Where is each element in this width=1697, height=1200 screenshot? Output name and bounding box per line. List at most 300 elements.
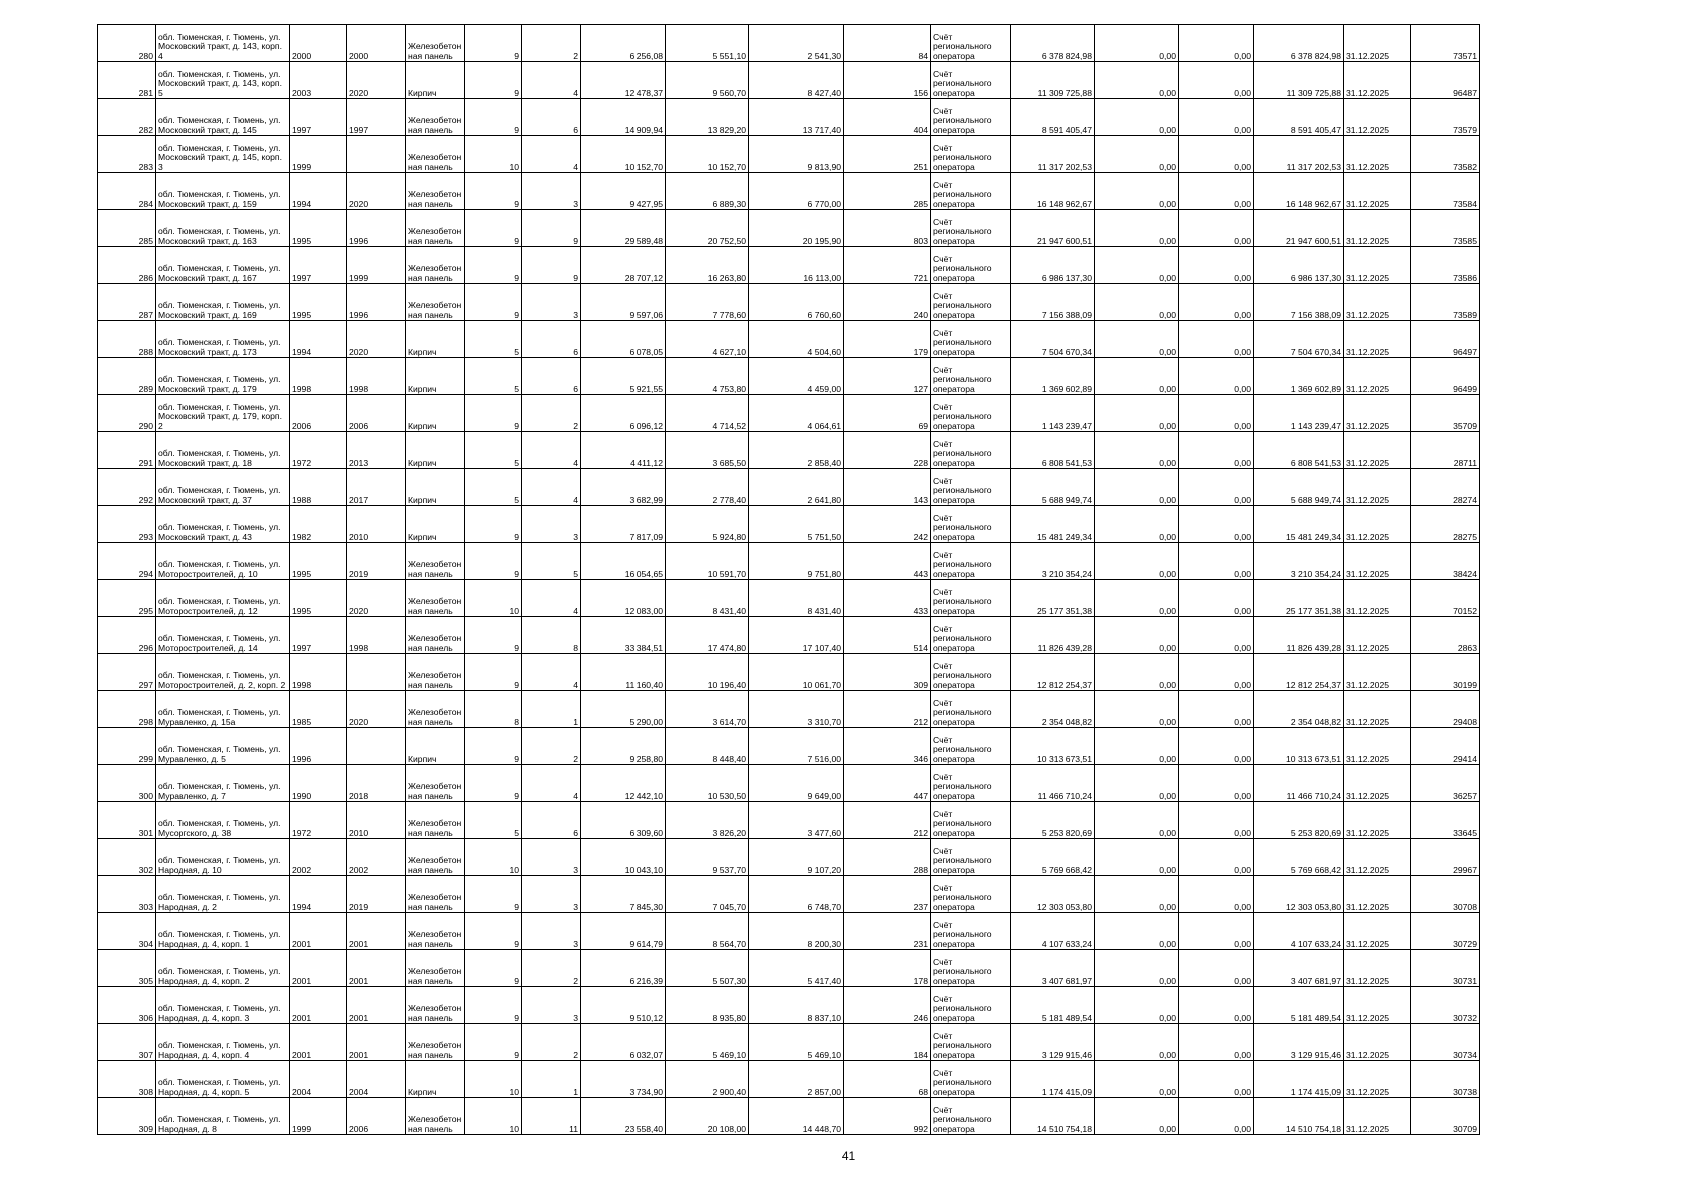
cell-residents: 127: [844, 358, 931, 395]
cell-year-commissioned: 2020: [347, 321, 406, 358]
cell-cost-municipal: 0,00: [1095, 728, 1179, 765]
cell-address: обл. Тюменская, г. Тюмень, ул. Народная, д. 4, корп. 4: [156, 1024, 290, 1061]
cell-cost-other: 0,00: [1179, 691, 1254, 728]
cell-total-area: 29 589,48: [581, 210, 666, 247]
cell-residents: 285: [844, 173, 931, 210]
cell-row-number: 284: [98, 173, 156, 210]
cell-cost-total: 12 303 053,80: [1011, 876, 1095, 913]
cell-living-area: 7 045,70: [666, 876, 749, 913]
cell-cost-other: 0,00: [1179, 99, 1254, 136]
table-row: [98, 950, 1480, 987]
cell-year-built: 1995: [290, 580, 347, 617]
cell-cost-total: 3 407 681,97: [1011, 950, 1095, 987]
cell-floors: 10: [465, 1098, 522, 1135]
cell-cost-owner: 5 769 668,42: [1254, 839, 1344, 876]
cell-year-built: 2001: [290, 987, 347, 1024]
cell-residential-area: 20 195,90: [749, 210, 844, 247]
cell-deadline-date: 31.12.2025: [1344, 1061, 1411, 1098]
cell-residents: 514: [844, 617, 931, 654]
table-row: [98, 136, 1480, 173]
cell-cost-owner: 6 986 137,30: [1254, 247, 1344, 284]
cell-address: обл. Тюменская, г. Тюмень, ул. Московский тракт, д. 173: [156, 321, 290, 358]
cell-year-built: 1982: [290, 506, 347, 543]
cell-floors: 9: [465, 99, 522, 136]
cell-year-built: 1996: [290, 728, 347, 765]
cell-deadline-date: 31.12.2025: [1344, 1024, 1411, 1061]
cell-living-area: 5 551,10: [666, 25, 749, 62]
cell-year-commissioned: [347, 728, 406, 765]
cell-residents: 443: [844, 543, 931, 580]
cell-cost-other: 0,00: [1179, 654, 1254, 691]
cell-house-id: 29967: [1411, 839, 1480, 876]
cell-wall-material: Железобетонная панель: [406, 25, 465, 62]
table-row: [98, 25, 1480, 62]
cell-deadline-date: 31.12.2025: [1344, 617, 1411, 654]
cell-year-commissioned: 1998: [347, 358, 406, 395]
cell-row-number: 295: [98, 580, 156, 617]
cell-cost-municipal: 0,00: [1095, 950, 1179, 987]
cell-cost-municipal: 0,00: [1095, 358, 1179, 395]
cell-residential-area: 8 427,40: [749, 62, 844, 99]
cell-residents: 433: [844, 580, 931, 617]
cell-residents: 231: [844, 913, 931, 950]
cell-floors: 9: [465, 25, 522, 62]
cell-cost-total: 3 129 915,46: [1011, 1024, 1095, 1061]
cell-cost-municipal: 0,00: [1095, 395, 1179, 432]
cell-house-id: 73585: [1411, 210, 1480, 247]
cell-cost-municipal: 0,00: [1095, 247, 1179, 284]
cell-residential-area: 2 857,00: [749, 1061, 844, 1098]
cell-total-area: 33 384,51: [581, 617, 666, 654]
table-row: [98, 913, 1480, 950]
cell-fund-method: Счёт регионального оператора: [931, 210, 1011, 247]
table-row: [98, 876, 1480, 913]
table-row: [98, 765, 1480, 802]
cell-year-built: 1999: [290, 1098, 347, 1135]
cell-cost-owner: 10 313 673,51: [1254, 728, 1344, 765]
cell-cost-owner: 1 143 239,47: [1254, 395, 1344, 432]
cell-year-commissioned: 2020: [347, 691, 406, 728]
cell-year-commissioned: 2002: [347, 839, 406, 876]
cell-wall-material: Железобетонная панель: [406, 913, 465, 950]
cell-deadline-date: 31.12.2025: [1344, 839, 1411, 876]
cell-entrances: 1: [522, 691, 581, 728]
cell-living-area: 2 778,40: [666, 469, 749, 506]
cell-entrances: 9: [522, 210, 581, 247]
cell-cost-total: 12 812 254,37: [1011, 654, 1095, 691]
cell-cost-other: 0,00: [1179, 506, 1254, 543]
cell-year-commissioned: 2020: [347, 580, 406, 617]
cell-floors: 9: [465, 617, 522, 654]
cell-cost-other: 0,00: [1179, 62, 1254, 99]
cell-cost-total: 5 181 489,54: [1011, 987, 1095, 1024]
cell-year-built: 1994: [290, 876, 347, 913]
cell-total-area: 5 921,55: [581, 358, 666, 395]
cell-cost-owner: 12 303 053,80: [1254, 876, 1344, 913]
cell-house-id: 70152: [1411, 580, 1480, 617]
cell-floors: 9: [465, 950, 522, 987]
cell-cost-total: 5 769 668,42: [1011, 839, 1095, 876]
cell-cost-other: 0,00: [1179, 395, 1254, 432]
cell-address: обл. Тюменская, г. Тюмень, ул. Моторостроителей, д. 10: [156, 543, 290, 580]
cell-fund-method: Счёт регионального оператора: [931, 802, 1011, 839]
cell-fund-method: Счёт регионального оператора: [931, 543, 1011, 580]
table-row: [98, 543, 1480, 580]
cell-cost-municipal: 0,00: [1095, 62, 1179, 99]
cell-year-built: 2002: [290, 839, 347, 876]
cell-living-area: 17 474,80: [666, 617, 749, 654]
cell-residential-area: 2 641,80: [749, 469, 844, 506]
table-row: [98, 839, 1480, 876]
cell-residential-area: 10 061,70: [749, 654, 844, 691]
cell-cost-owner: 25 177 351,38: [1254, 580, 1344, 617]
cell-cost-other: 0,00: [1179, 617, 1254, 654]
cell-cost-municipal: 0,00: [1095, 691, 1179, 728]
cell-wall-material: Кирпич: [406, 506, 465, 543]
cell-entrances: 5: [522, 543, 581, 580]
cell-house-id: 73579: [1411, 99, 1480, 136]
cell-cost-owner: 5 688 949,74: [1254, 469, 1344, 506]
cell-fund-method: Счёт регионального оператора: [931, 284, 1011, 321]
cell-year-commissioned: 2020: [347, 62, 406, 99]
cell-entrances: 1: [522, 1061, 581, 1098]
cell-wall-material: Железобетонная панель: [406, 247, 465, 284]
cell-house-id: 73589: [1411, 284, 1480, 321]
table-row: [98, 284, 1480, 321]
cell-cost-other: 0,00: [1179, 210, 1254, 247]
cell-floors: 9: [465, 247, 522, 284]
cell-cost-owner: 1 174 415,09: [1254, 1061, 1344, 1098]
cell-residents: 992: [844, 1098, 931, 1135]
cell-year-built: 2001: [290, 913, 347, 950]
cell-fund-method: Счёт регионального оператора: [931, 395, 1011, 432]
cell-residents: 240: [844, 284, 931, 321]
cell-address: обл. Тюменская, г. Тюмень, ул. Московский тракт, д. 143, корп. 4: [156, 25, 290, 62]
cell-fund-method: Счёт регионального оператора: [931, 913, 1011, 950]
cell-residents: 143: [844, 469, 931, 506]
cell-cost-other: 0,00: [1179, 469, 1254, 506]
cell-wall-material: Кирпич: [406, 395, 465, 432]
cell-year-built: 2003: [290, 62, 347, 99]
cell-residents: 288: [844, 839, 931, 876]
cell-fund-method: Счёт регионального оператора: [931, 876, 1011, 913]
table-row: [98, 691, 1480, 728]
cell-deadline-date: 31.12.2025: [1344, 543, 1411, 580]
cell-address: обл. Тюменская, г. Тюмень, ул. Муравленко, д. 15а: [156, 691, 290, 728]
cell-wall-material: Железобетонная панель: [406, 543, 465, 580]
cell-floors: 5: [465, 432, 522, 469]
cell-cost-municipal: 0,00: [1095, 580, 1179, 617]
cell-cost-municipal: 0,00: [1095, 25, 1179, 62]
cell-residents: 212: [844, 691, 931, 728]
table-row: [98, 62, 1480, 99]
cell-living-area: 7 778,60: [666, 284, 749, 321]
cell-entrances: 2: [522, 950, 581, 987]
cell-cost-total: 7 504 670,34: [1011, 321, 1095, 358]
register-table: [97, 24, 1480, 1135]
cell-cost-total: 11 309 725,88: [1011, 62, 1095, 99]
cell-floors: 9: [465, 210, 522, 247]
cell-living-area: 10 152,70: [666, 136, 749, 173]
cell-fund-method: Счёт регионального оператора: [931, 765, 1011, 802]
cell-fund-method: Счёт регионального оператора: [931, 654, 1011, 691]
cell-cost-other: 0,00: [1179, 543, 1254, 580]
cell-floors: 9: [465, 765, 522, 802]
cell-total-area: 3 734,90: [581, 1061, 666, 1098]
table-row: [98, 469, 1480, 506]
cell-residents: 309: [844, 654, 931, 691]
cell-house-id: 33645: [1411, 802, 1480, 839]
table-row: [98, 617, 1480, 654]
cell-cost-total: 8 591 405,47: [1011, 99, 1095, 136]
cell-total-area: 12 478,37: [581, 62, 666, 99]
cell-residential-area: 2 541,30: [749, 25, 844, 62]
cell-row-number: 286: [98, 247, 156, 284]
cell-year-commissioned: 2004: [347, 1061, 406, 1098]
cell-cost-other: 0,00: [1179, 580, 1254, 617]
cell-cost-total: 15 481 249,34: [1011, 506, 1095, 543]
cell-cost-municipal: 0,00: [1095, 1024, 1179, 1061]
cell-cost-other: 0,00: [1179, 839, 1254, 876]
cell-address: обл. Тюменская, г. Тюмень, ул. Московский тракт, д. 145, корп. 3: [156, 136, 290, 173]
cell-living-area: 8 564,70: [666, 913, 749, 950]
cell-entrances: 4: [522, 62, 581, 99]
cell-row-number: 289: [98, 358, 156, 395]
cell-deadline-date: 31.12.2025: [1344, 247, 1411, 284]
cell-row-number: 301: [98, 802, 156, 839]
cell-year-commissioned: 2001: [347, 1024, 406, 1061]
cell-fund-method: Счёт регионального оператора: [931, 25, 1011, 62]
cell-deadline-date: 31.12.2025: [1344, 728, 1411, 765]
cell-entrances: 4: [522, 654, 581, 691]
cell-wall-material: Кирпич: [406, 432, 465, 469]
cell-house-id: 28275: [1411, 506, 1480, 543]
cell-house-id: 96499: [1411, 358, 1480, 395]
cell-residential-area: 2 858,40: [749, 432, 844, 469]
cell-residents: 212: [844, 802, 931, 839]
cell-total-area: 23 558,40: [581, 1098, 666, 1135]
cell-house-id: 30732: [1411, 987, 1480, 1024]
cell-cost-municipal: 0,00: [1095, 1061, 1179, 1098]
cell-residential-area: 9 751,80: [749, 543, 844, 580]
cell-address: обл. Тюменская, г. Тюмень, ул. Народная, д. 4, корп. 3: [156, 987, 290, 1024]
cell-cost-total: 5 253 820,69: [1011, 802, 1095, 839]
cell-house-id: 30199: [1411, 654, 1480, 691]
cell-residents: 242: [844, 506, 931, 543]
cell-fund-method: Счёт регионального оператора: [931, 580, 1011, 617]
cell-residential-area: 4 064,61: [749, 395, 844, 432]
cell-cost-owner: 11 309 725,88: [1254, 62, 1344, 99]
cell-cost-municipal: 0,00: [1095, 469, 1179, 506]
cell-cost-municipal: 0,00: [1095, 1098, 1179, 1135]
cell-residents: 721: [844, 247, 931, 284]
cell-residential-area: 6 748,70: [749, 876, 844, 913]
cell-cost-other: 0,00: [1179, 1061, 1254, 1098]
cell-living-area: 10 530,50: [666, 765, 749, 802]
cell-cost-other: 0,00: [1179, 173, 1254, 210]
cell-cost-owner: 16 148 962,67: [1254, 173, 1344, 210]
cell-cost-municipal: 0,00: [1095, 876, 1179, 913]
cell-wall-material: Железобетонная панель: [406, 876, 465, 913]
cell-cost-owner: 11 466 710,24: [1254, 765, 1344, 802]
cell-year-built: 1972: [290, 432, 347, 469]
cell-entrances: 6: [522, 99, 581, 136]
cell-entrances: 4: [522, 432, 581, 469]
cell-entrances: 2: [522, 1024, 581, 1061]
cell-cost-total: 6 986 137,30: [1011, 247, 1095, 284]
cell-fund-method: Счёт регионального оператора: [931, 99, 1011, 136]
cell-house-id: 30729: [1411, 913, 1480, 950]
cell-fund-method: Счёт регионального оператора: [931, 617, 1011, 654]
cell-house-id: 30738: [1411, 1061, 1480, 1098]
cell-year-built: 1995: [290, 543, 347, 580]
cell-deadline-date: 31.12.2025: [1344, 950, 1411, 987]
cell-entrances: 3: [522, 913, 581, 950]
cell-deadline-date: 31.12.2025: [1344, 469, 1411, 506]
cell-cost-total: 11 466 710,24: [1011, 765, 1095, 802]
cell-floors: 9: [465, 654, 522, 691]
cell-row-number: 281: [98, 62, 156, 99]
cell-cost-total: 1 369 602,89: [1011, 358, 1095, 395]
cell-residents: 178: [844, 950, 931, 987]
cell-deadline-date: 31.12.2025: [1344, 580, 1411, 617]
table-row: [98, 210, 1480, 247]
cell-wall-material: Железобетонная панель: [406, 617, 465, 654]
cell-year-built: 1990: [290, 765, 347, 802]
cell-floors: 9: [465, 173, 522, 210]
cell-residents: 184: [844, 1024, 931, 1061]
cell-cost-municipal: 0,00: [1095, 321, 1179, 358]
cell-floors: 10: [465, 839, 522, 876]
cell-residential-area: 4 459,00: [749, 358, 844, 395]
cell-residential-area: 9 813,90: [749, 136, 844, 173]
cell-residents: 179: [844, 321, 931, 358]
cell-cost-municipal: 0,00: [1095, 432, 1179, 469]
cell-house-id: 73584: [1411, 173, 1480, 210]
cell-house-id: 38424: [1411, 543, 1480, 580]
cell-entrances: 2: [522, 25, 581, 62]
cell-cost-owner: 2 354 048,82: [1254, 691, 1344, 728]
cell-cost-municipal: 0,00: [1095, 284, 1179, 321]
cell-total-area: 9 258,80: [581, 728, 666, 765]
cell-cost-municipal: 0,00: [1095, 210, 1179, 247]
cell-address: обл. Тюменская, г. Тюмень, ул. Муравленко, д. 7: [156, 765, 290, 802]
cell-residents: 237: [844, 876, 931, 913]
cell-living-area: 2 900,40: [666, 1061, 749, 1098]
page-number: 41: [841, 1149, 856, 1163]
cell-floors: 10: [465, 580, 522, 617]
cell-wall-material: Железобетонная панель: [406, 802, 465, 839]
cell-year-built: 1995: [290, 210, 347, 247]
cell-cost-other: 0,00: [1179, 358, 1254, 395]
cell-house-id: 35709: [1411, 395, 1480, 432]
table-row: [98, 1061, 1480, 1098]
cell-cost-municipal: 0,00: [1095, 987, 1179, 1024]
cell-cost-other: 0,00: [1179, 728, 1254, 765]
cell-fund-method: Счёт регионального оператора: [931, 691, 1011, 728]
cell-floors: 5: [465, 469, 522, 506]
cell-deadline-date: 31.12.2025: [1344, 876, 1411, 913]
cell-cost-total: 21 947 600,51: [1011, 210, 1095, 247]
cell-year-built: 1994: [290, 321, 347, 358]
cell-entrances: 2: [522, 728, 581, 765]
cell-entrances: 3: [522, 284, 581, 321]
cell-wall-material: Железобетонная панель: [406, 654, 465, 691]
cell-address: обл. Тюменская, г. Тюмень, ул. Московский тракт, д. 145: [156, 99, 290, 136]
cell-cost-total: 6 378 824,98: [1011, 25, 1095, 62]
cell-row-number: 287: [98, 284, 156, 321]
cell-address: обл. Тюменская, г. Тюмень, ул. Народная, д. 4, корп. 5: [156, 1061, 290, 1098]
cell-deadline-date: 31.12.2025: [1344, 284, 1411, 321]
cell-address: обл. Тюменская, г. Тюмень, ул. Моторостроителей, д. 12: [156, 580, 290, 617]
cell-floors: 9: [465, 728, 522, 765]
cell-year-built: 1988: [290, 469, 347, 506]
cell-residential-area: 5 469,10: [749, 1024, 844, 1061]
cell-residential-area: 9 649,00: [749, 765, 844, 802]
cell-address: обл. Тюменская, г. Тюмень, ул. Московский тракт, д. 169: [156, 284, 290, 321]
cell-year-commissioned: 2020: [347, 173, 406, 210]
cell-entrances: 4: [522, 580, 581, 617]
cell-year-built: 1994: [290, 173, 347, 210]
cell-cost-other: 0,00: [1179, 765, 1254, 802]
cell-house-id: 36257: [1411, 765, 1480, 802]
cell-living-area: 9 560,70: [666, 62, 749, 99]
cell-residential-area: 3 477,60: [749, 802, 844, 839]
cell-total-area: 6 309,60: [581, 802, 666, 839]
cell-deadline-date: 31.12.2025: [1344, 99, 1411, 136]
cell-house-id: 30708: [1411, 876, 1480, 913]
cell-house-id: 29408: [1411, 691, 1480, 728]
cell-entrances: 6: [522, 358, 581, 395]
cell-living-area: 13 829,20: [666, 99, 749, 136]
cell-fund-method: Счёт регионального оператора: [931, 173, 1011, 210]
cell-row-number: 299: [98, 728, 156, 765]
cell-living-area: 8 935,80: [666, 987, 749, 1024]
cell-entrances: 6: [522, 321, 581, 358]
cell-residents: 447: [844, 765, 931, 802]
cell-address: обл. Тюменская, г. Тюмень, ул. Народная, д. 10: [156, 839, 290, 876]
cell-wall-material: Железобетонная панель: [406, 173, 465, 210]
cell-cost-owner: 3 129 915,46: [1254, 1024, 1344, 1061]
cell-floors: 9: [465, 913, 522, 950]
cell-address: обл. Тюменская, г. Тюмень, ул. Московский тракт, д. 179: [156, 358, 290, 395]
cell-year-commissioned: 2000: [347, 25, 406, 62]
cell-wall-material: Кирпич: [406, 728, 465, 765]
cell-living-area: 8 431,40: [666, 580, 749, 617]
cell-residential-area: 8 837,10: [749, 987, 844, 1024]
cell-year-commissioned: 2010: [347, 506, 406, 543]
cell-row-number: 285: [98, 210, 156, 247]
cell-cost-total: 1 143 239,47: [1011, 395, 1095, 432]
cell-cost-owner: 1 369 602,89: [1254, 358, 1344, 395]
cell-total-area: 6 216,39: [581, 950, 666, 987]
cell-deadline-date: 31.12.2025: [1344, 654, 1411, 691]
cell-floors: 9: [465, 395, 522, 432]
cell-cost-total: 25 177 351,38: [1011, 580, 1095, 617]
cell-living-area: 4 627,10: [666, 321, 749, 358]
cell-living-area: 3 614,70: [666, 691, 749, 728]
cell-cost-municipal: 0,00: [1095, 543, 1179, 580]
cell-house-id: 2863: [1411, 617, 1480, 654]
cell-fund-method: Счёт регионального оператора: [931, 987, 1011, 1024]
cell-house-id: 30709: [1411, 1098, 1480, 1135]
cell-floors: 9: [465, 506, 522, 543]
cell-wall-material: Железобетонная панель: [406, 136, 465, 173]
cell-address: обл. Тюменская, г. Тюмень, ул. Муравленко, д. 5: [156, 728, 290, 765]
cell-year-commissioned: 2017: [347, 469, 406, 506]
cell-year-commissioned: 2001: [347, 950, 406, 987]
cell-total-area: 16 054,65: [581, 543, 666, 580]
